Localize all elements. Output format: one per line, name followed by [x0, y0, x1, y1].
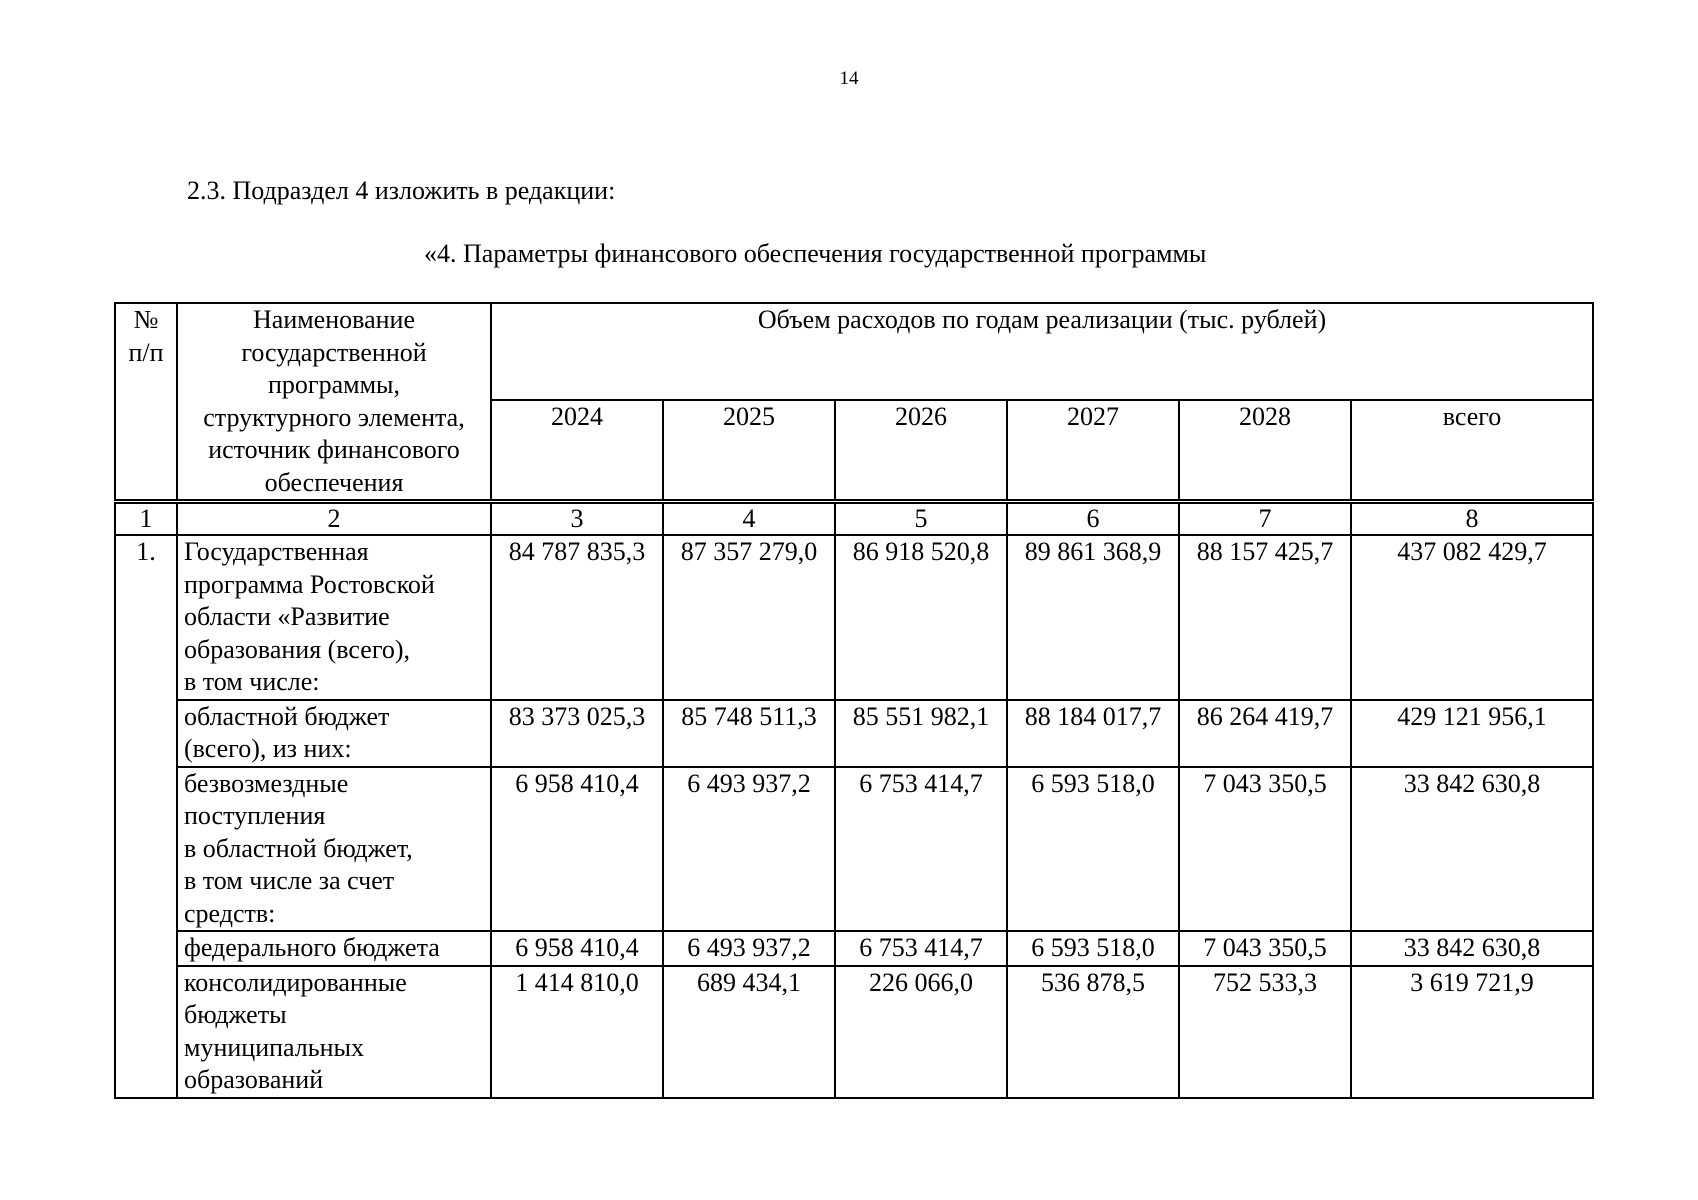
header-name-cell	[177, 303, 491, 502]
row-name-line: областной бюджет	[184, 701, 390, 731]
row-number-cell	[115, 700, 177, 767]
row-name-line: образований	[184, 1065, 324, 1094]
value-cell: 752 533,3	[1179, 966, 1351, 1098]
value-cell: 84 787 835,3	[491, 535, 663, 700]
table-row	[115, 966, 1593, 1098]
header-name-line: источник финансового	[208, 435, 460, 464]
header-name-line: структурного элемента,	[203, 402, 465, 432]
header-year-cell: 2028	[1179, 400, 1351, 501]
value-cell: 6 753 414,7	[835, 931, 1007, 966]
value-cell: 86 264 419,7	[1179, 700, 1351, 767]
value-cell: 6 493 937,2	[663, 931, 835, 966]
header-name-line: Наименование	[253, 305, 415, 334]
row-name-line: поступления	[184, 801, 326, 830]
value-cell: 85 748 511,3	[663, 700, 835, 767]
row-name-line: консолидированные	[184, 967, 407, 997]
header-year-cell: 2024	[491, 400, 663, 501]
row-number-cell	[115, 966, 177, 1098]
row-name-cell	[177, 700, 491, 767]
header-name-line: государственной	[241, 337, 427, 367]
row-name-line: в областной бюджет,	[184, 833, 413, 863]
value-cell: 88 184 017,7	[1007, 700, 1179, 767]
column-number-cell: 3	[491, 502, 663, 536]
value-cell: 87 357 279,0	[663, 535, 835, 700]
header-year-cell: 2026	[835, 400, 1007, 501]
value-cell: 3 619 721,9	[1351, 966, 1593, 1098]
row-name-line: муниципальных	[184, 1032, 365, 1062]
row-name-cell	[177, 535, 491, 700]
header-year-cell: 2025	[663, 400, 835, 501]
row-number-cell	[115, 767, 177, 932]
row-name-line: в том числе:	[184, 667, 320, 696]
column-number-cell: 5	[835, 502, 1007, 536]
row-name-line: в том числе за счет	[184, 866, 395, 895]
table-row	[115, 767, 1593, 932]
row-number-cell	[115, 931, 177, 966]
row-name-line: средств:	[184, 898, 276, 928]
column-number-cell: 8	[1351, 502, 1593, 536]
column-number-cell: 7	[1179, 502, 1351, 536]
header-no-cell	[115, 303, 177, 502]
table-row	[115, 535, 1593, 700]
row-name-line: федерального бюджета	[184, 933, 440, 962]
header-no-line: №	[133, 305, 159, 334]
value-cell: 7 043 350,5	[1179, 931, 1351, 966]
table-row	[115, 700, 1593, 767]
header-year-cell: 2027	[1007, 400, 1179, 501]
header-group-cell: Объем расходов по годам реализации (тыс. рублей)	[491, 303, 1593, 400]
header-name-line: обеспечения	[264, 467, 404, 497]
column-numbers-row	[115, 502, 1593, 536]
value-cell: 226 066,0	[835, 966, 1007, 1098]
section-title: «4. Параметры финансового обеспечения государственной программы	[424, 239, 1207, 268]
value-cell: 6 493 937,2	[663, 767, 835, 932]
value-cell: 7 043 350,5	[1179, 767, 1351, 932]
value-cell: 88 157 425,7	[1179, 535, 1351, 700]
table-row	[115, 931, 1593, 966]
header-year-cell: всего	[1351, 400, 1593, 501]
row-name-line: Государственная	[184, 537, 369, 566]
row-name-line: области «Развитие	[184, 602, 390, 631]
column-number-cell: 1	[115, 502, 177, 536]
value-cell: 6 958 410,4	[491, 767, 663, 932]
column-number-cell: 2	[177, 502, 491, 536]
instruction-text: 2.3. Подраздел 4 изложить в редакции:	[187, 176, 616, 205]
value-cell: 33 842 630,8	[1351, 931, 1593, 966]
value-cell: 86 918 520,8	[835, 535, 1007, 700]
header-row-1	[115, 303, 1593, 400]
row-name-line: (всего), из них:	[184, 734, 352, 763]
value-cell: 85 551 982,1	[835, 700, 1007, 767]
value-cell: 33 842 630,8	[1351, 767, 1593, 932]
value-cell: 6 958 410,4	[491, 931, 663, 966]
header-name-line: программы,	[268, 370, 400, 399]
value-cell: 83 373 025,3	[491, 700, 663, 767]
page-number: 14	[839, 68, 859, 89]
header-no-line: п/п	[128, 337, 164, 367]
row-name-cell	[177, 931, 491, 966]
value-cell: 536 878,5	[1007, 966, 1179, 1098]
value-cell: 89 861 368,9	[1007, 535, 1179, 700]
value-cell: 689 434,1	[663, 966, 835, 1098]
row-number-cell: 1.	[115, 535, 177, 700]
column-number-cell: 6	[1007, 502, 1179, 536]
row-name-line: образования (всего),	[184, 634, 411, 664]
value-cell: 1 414 810,0	[491, 966, 663, 1098]
row-name-line: бюджеты	[184, 1000, 287, 1029]
value-cell: 6 593 518,0	[1007, 767, 1179, 932]
column-number-cell: 4	[663, 502, 835, 536]
value-cell: 437 082 429,7	[1351, 535, 1593, 700]
value-cell: 429 121 956,1	[1351, 700, 1593, 767]
value-cell: 6 593 518,0	[1007, 931, 1179, 966]
row-name-line: безвозмездные	[184, 768, 349, 798]
row-name-cell	[177, 767, 491, 932]
financing-table	[114, 302, 1594, 1099]
row-name-cell	[177, 966, 491, 1098]
value-cell: 6 753 414,7	[835, 767, 1007, 932]
row-name-line: программа Ростовской	[184, 569, 435, 599]
